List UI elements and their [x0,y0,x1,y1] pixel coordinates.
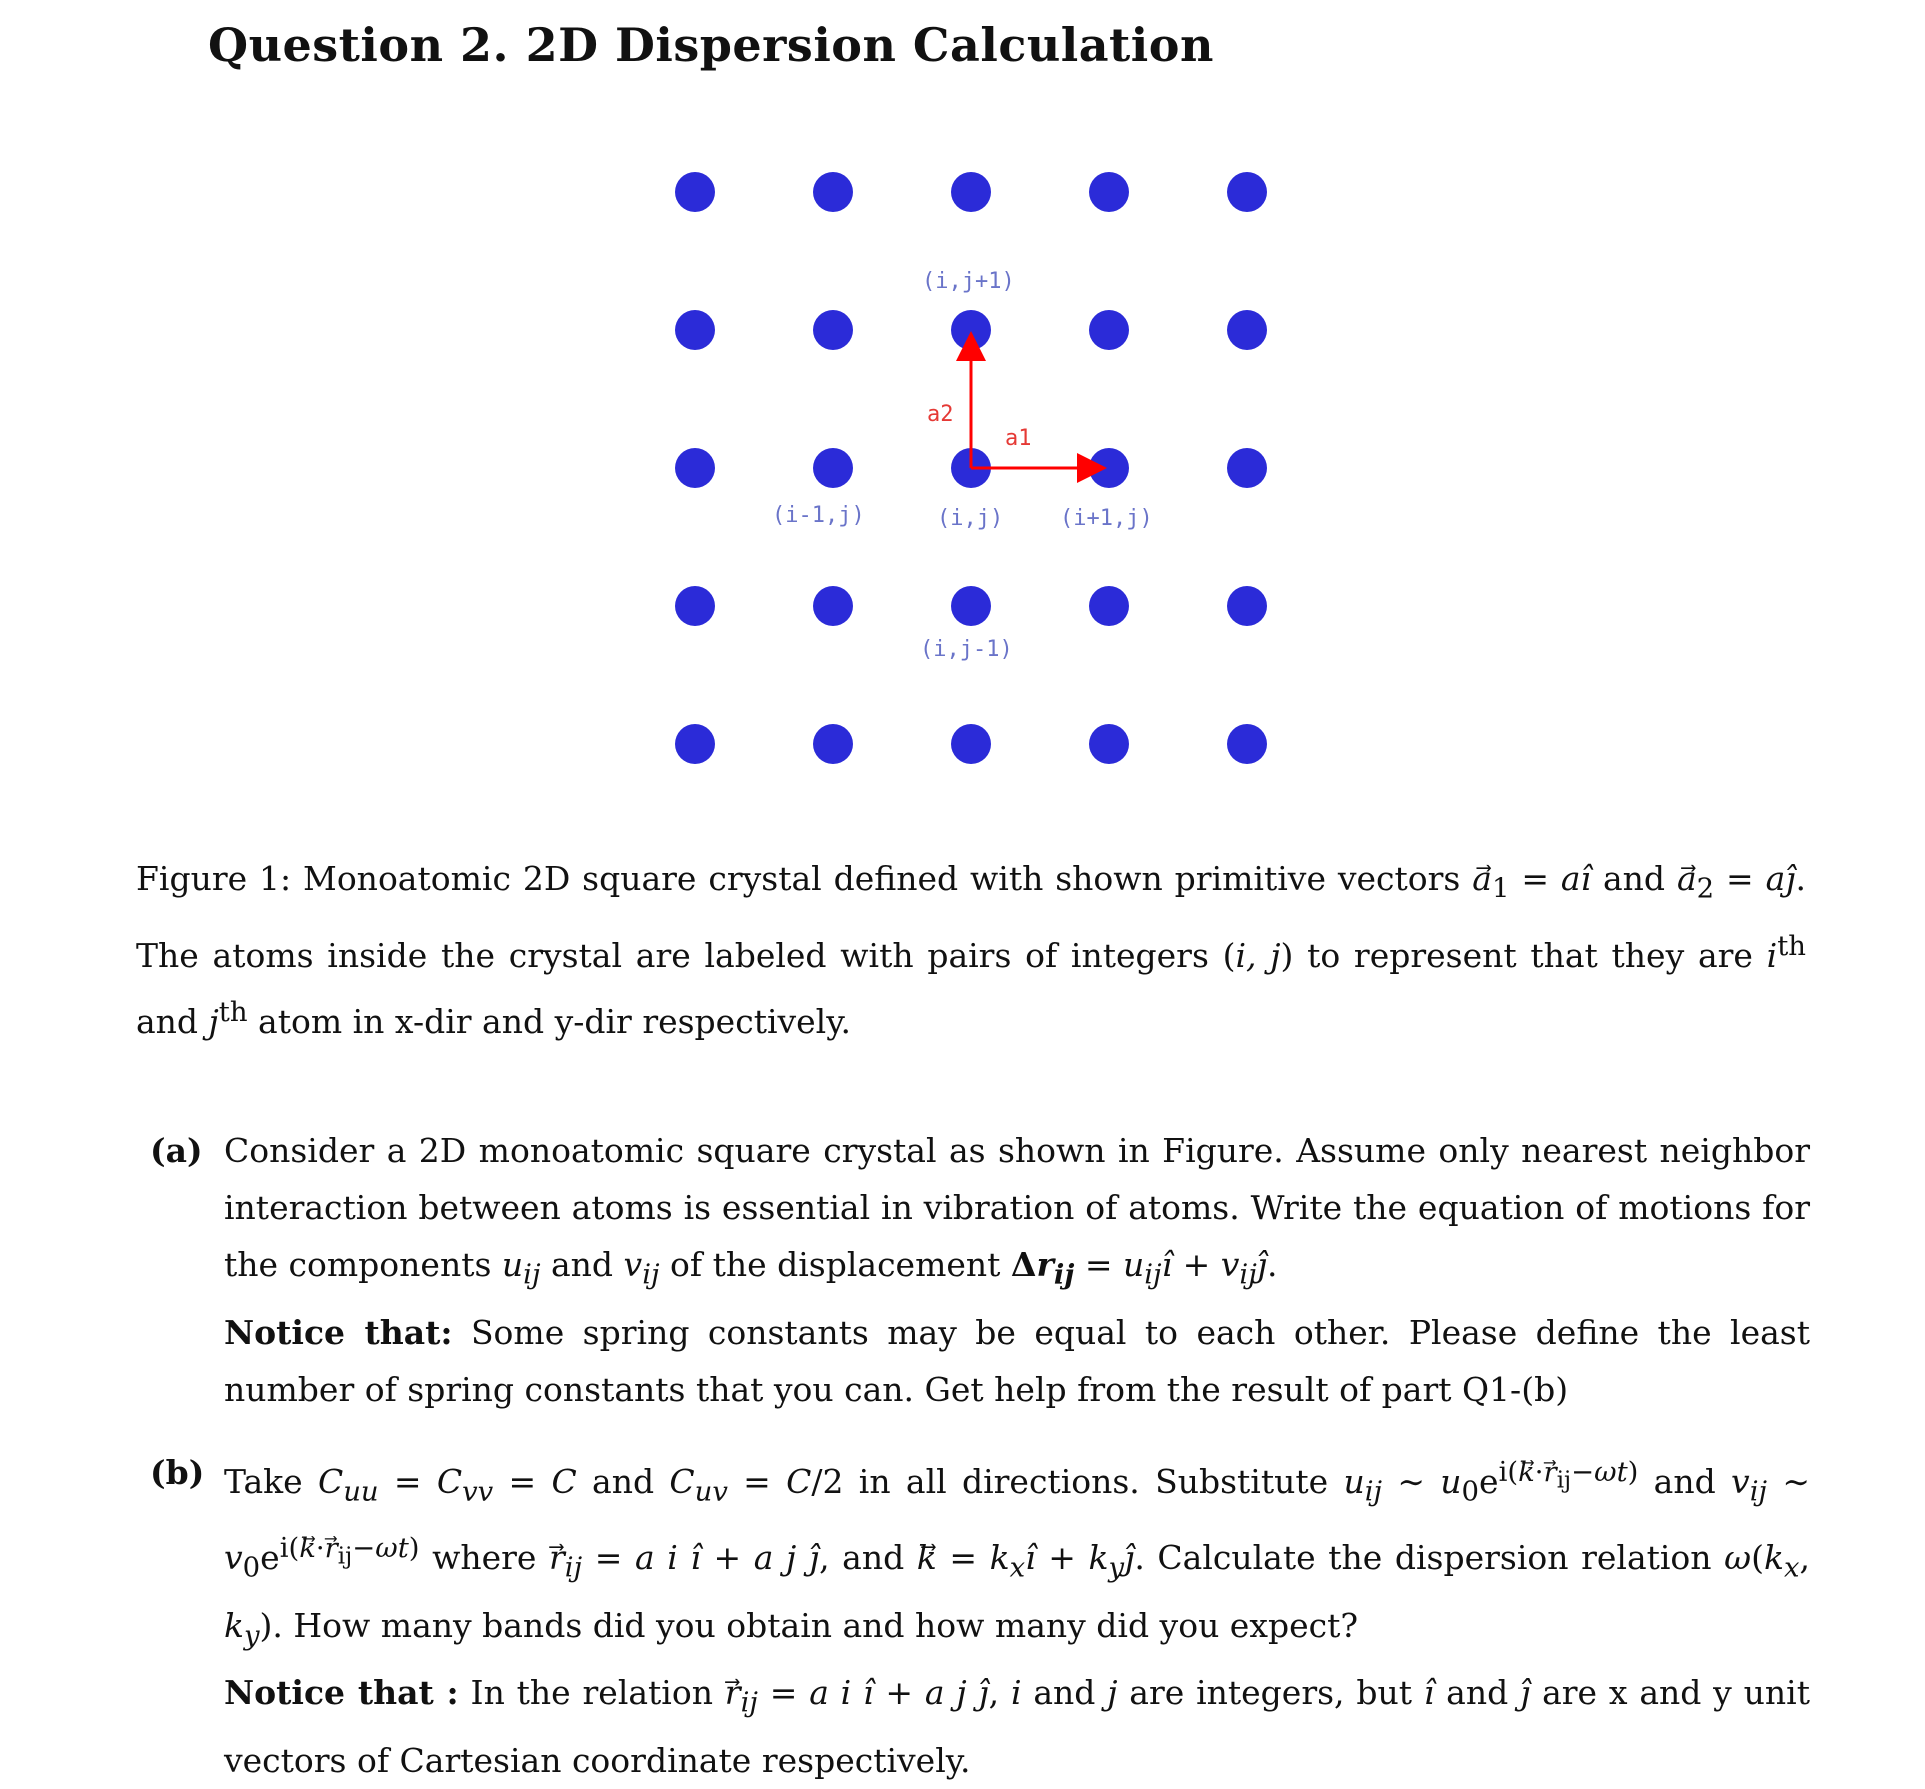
lattice-figure [600,140,1300,800]
atom [1089,310,1129,350]
atom [1227,724,1267,764]
page-title: Question 2. 2D Dispersion Calculation [208,18,1214,72]
part-a-notice-label: Notice that: [224,1312,453,1352]
atom [675,172,715,212]
atom [675,724,715,764]
question-parts [150,1122,1810,1789]
atom [1227,172,1267,212]
atom [1089,172,1129,212]
atom [813,172,853,212]
a2-label: a2 [927,402,954,427]
atom [951,724,991,764]
atom [813,448,853,488]
part-b-body [224,1444,1810,1789]
atom [813,586,853,626]
atom [813,724,853,764]
label-i-jplus1: (i,j+1) [922,269,1015,294]
atom [813,310,853,350]
atom [675,448,715,488]
atom [675,310,715,350]
a1-label: a1 [1005,426,1032,451]
part-b [150,1444,1810,1789]
figure-caption: Figure 1: Monoatomic 2D square crystal defined with shown primitive vectors $a_1$ = aî and $a_2$ = aĵ. The atoms inside the crystal are labeled with pairs of integers (i, j) to represent that they are $i^{th}$ and $j^{th}$ atom in x-dir and y-dir respectively. [136,859,1806,1041]
atom [675,586,715,626]
atom [1089,724,1129,764]
label-i-j: (i,j) [937,506,1004,531]
part-a-body [224,1122,1810,1418]
part-a-notice-text: Some spring constants may be equal to each other. Please define the least number of spring constants that you can. Get help from the result of part Q1-(b) [224,1312,1810,1409]
part-b-label: (b) [150,1452,205,1492]
label-i-jminus1: (i,j-1) [920,637,1013,662]
label-iminus1-j: (i-1,j) [772,503,865,528]
atom [1089,586,1129,626]
part-a-text: Consider a 2D monoatomic square crystal as shown in Figure. Assume only nearest neighbor interaction between atoms is essential in vibration of atoms. Write the equation of motions for the components $u_{ij}$ and $v_{ij}$ of the displacement $\Delta r_{ij}$ = $u_{ij}î$ + $v_{ij}ĵ$. [224,1131,1810,1291]
part-a [150,1122,1810,1418]
atom [951,586,991,626]
part-b-text: Take $C_{uu} = C_{vv} = C$ and $C_{uv} = C/2$ in all directions. Substitute $u_{ij}$ ∼ $u_0e^{i(k⃗\cdot r_{ij}-\omega t)}$ and $v_{ij}$ ∼ $v_0e^{i(k⃗\cdot r_{ij}-\omega t)}$ where $r_{ij} = a$ i î + a j ĵ, and k⃗ = $k_xî$ + $k_yĵ$. Calculate the dispersion relation $\omega(k_x$, $k_y$). How many bands did you obtain and how many did you expect? [224,1455,1810,1652]
part-a-label: (a) [150,1131,203,1170]
part-b-notice-text: In the relation $r_{ij} = a$ i î + a j ĵ, i and j are integers, but î and ĵ are x and y unit vectors of Cartesian coordinate respectively. [224,1673,1810,1780]
atom [1227,586,1267,626]
label-iplus1-j: (i+1,j) [1060,506,1153,531]
atom [1227,310,1267,350]
atom [951,172,991,212]
part-b-notice-label: Notice that : [224,1673,459,1713]
lattice-diagram [600,140,1300,800]
atom [1227,448,1267,488]
